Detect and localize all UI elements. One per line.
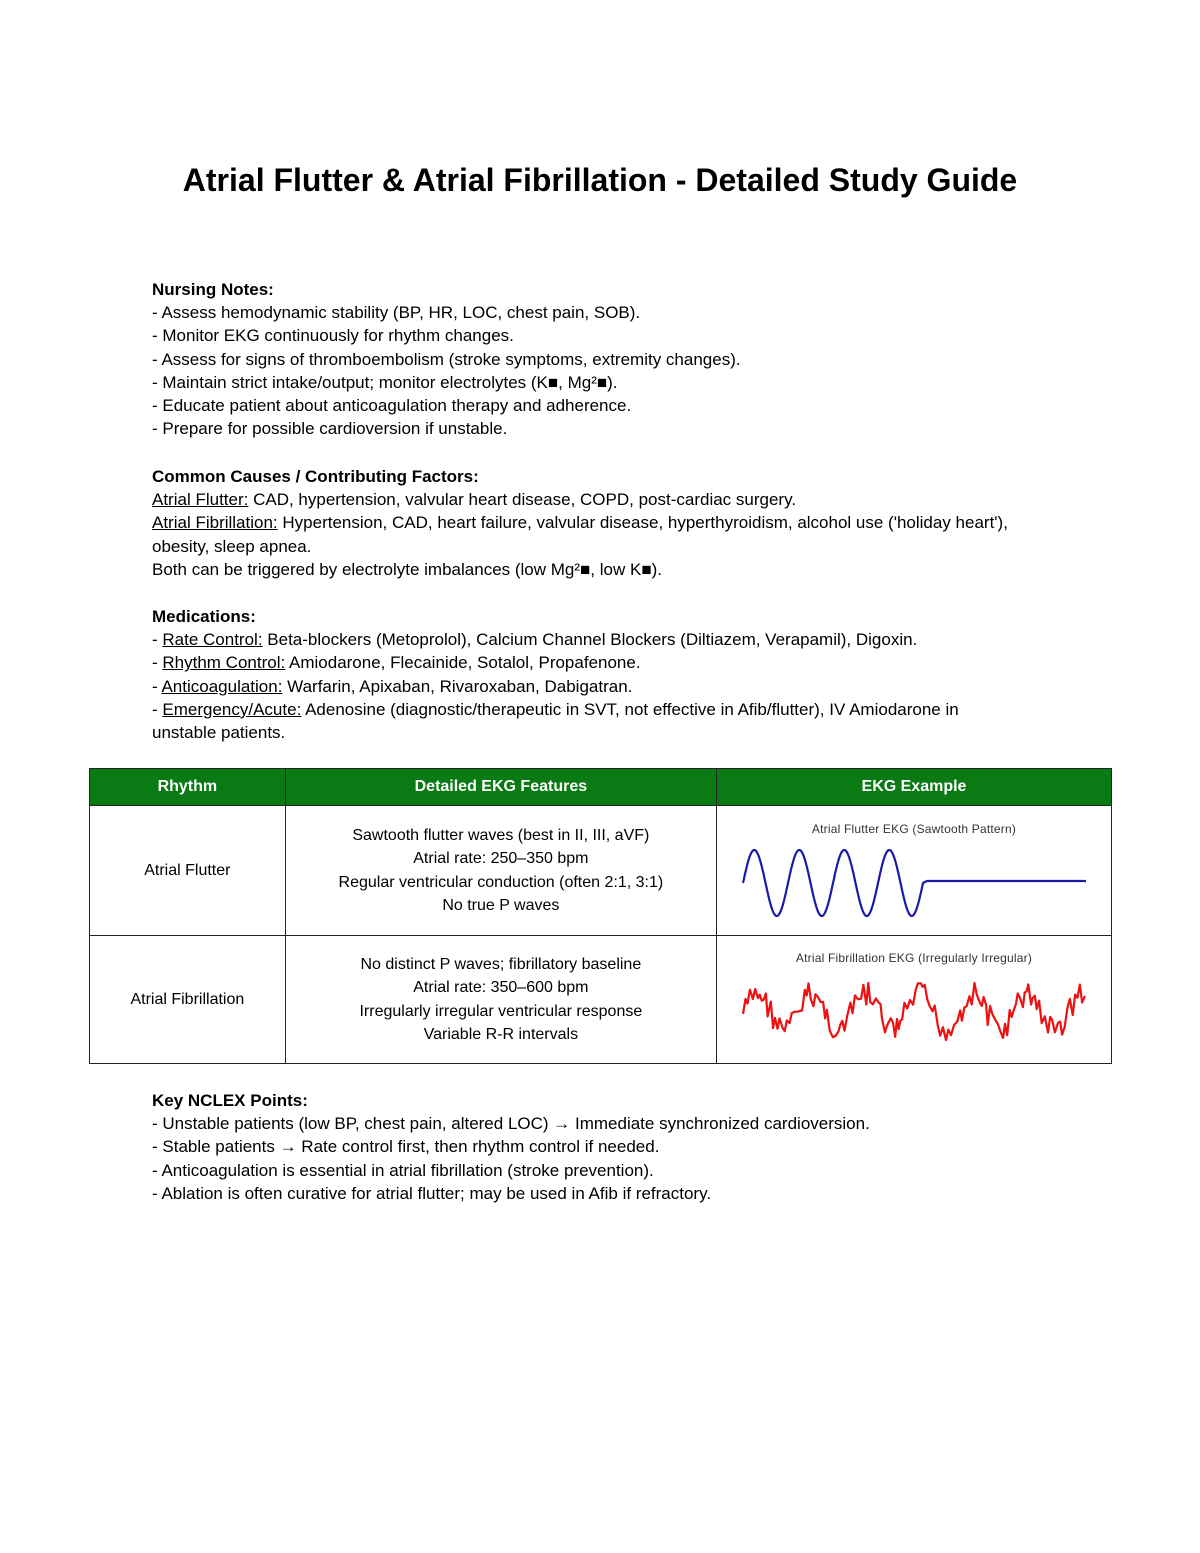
feature-line: No distinct P waves; fibrillatory baseline (360, 955, 642, 973)
medications-section (152, 605, 1052, 744)
medications-heading: Medications: (152, 607, 256, 626)
causes-flutter-text: CAD, hypertension, valvular heart disease, COPD, post-cardiac surgery. (248, 490, 797, 510)
rhythm-cell: Atrial Fibrillation (90, 936, 286, 1064)
causes-section (152, 465, 1052, 581)
feature-line: Atrial rate: 350–600 bpm (413, 979, 589, 996)
table-header: Detailed EKG Features (285, 769, 716, 806)
nursing-notes-heading: Nursing Notes: (152, 280, 274, 299)
medication-label: Rhythm Control: (162, 653, 286, 673)
medication-prefix: - (152, 699, 163, 719)
feature-line: Irregularly irregular ventricular response (359, 1002, 643, 1020)
feature-line: Sawtooth flutter waves (best in II, III, aVF) (352, 826, 650, 844)
fibrillation-ekg-image (717, 937, 1110, 1063)
features-cell (285, 806, 716, 936)
causes-flutter-label: Atrial Flutter: (152, 490, 249, 510)
ekg-example-cell (716, 806, 1111, 936)
nclex-item: - Anticoagulation is essential in atrial fibrillation (stroke prevention). (152, 1160, 654, 1180)
medication-text: Amiodarone, Flecainide, Sotalol, Propafenone. (285, 653, 641, 673)
nursing-note-item: - Prepare for possible cardioversion if unstable. (152, 419, 508, 439)
medication-text: Warfarin, Apixaban, Rivaroxaban, Dabigatran. (282, 676, 633, 696)
table-row (90, 806, 1112, 936)
table-header: EKG Example (716, 769, 1111, 806)
causes-fib-label: Atrial Fibrillation: (152, 513, 278, 533)
causes-flutter (152, 488, 1052, 511)
feature-line: Atrial rate: 250–350 bpm (413, 850, 589, 867)
medication-label: Rate Control: (162, 630, 263, 650)
nursing-note-item: - Educate patient about anticoagulation therapy and adherence. (152, 396, 632, 416)
ekg-table (89, 768, 1112, 1064)
features-cell (285, 936, 716, 1064)
medication-text: Adenosine (diagnostic/therapeutic in SVT, not effective in Afib/flutter), IV Amiodarone in unstable patients. (152, 699, 959, 743)
medication-prefix: - (152, 653, 163, 673)
nclex-item: - Ablation is often curative for atrial flutter; may be used in Afib if refractory. (152, 1183, 712, 1203)
fibrillation-trace (743, 983, 1085, 1040)
causes-fib (152, 511, 1032, 557)
ekg-caption: Atrial Flutter EKG (Sawtooth Pattern) (811, 821, 1017, 836)
rhythm-cell: Atrial Flutter (90, 806, 286, 936)
medication-text: Beta-blockers (Metoprolol), Calcium Channel Blockers (Diltiazem, Verapamil), Digoxin. (262, 630, 918, 650)
nclex-item: - Unstable patients (low BP, chest pain, altered LOC) → Immediate synchronized cardioversion. (152, 1114, 870, 1134)
nursing-notes-section (152, 278, 1052, 440)
nclex-heading: Key NCLEX Points: (152, 1091, 308, 1110)
table-row (90, 936, 1112, 1064)
causes-heading: Common Causes / Contributing Factors: (152, 467, 479, 486)
feature-line: No true P waves (442, 897, 560, 914)
medication-label: Anticoagulation: (161, 676, 283, 696)
medication-item (152, 628, 1052, 651)
table-header-row (90, 769, 1112, 806)
feature-line: Variable R-R intervals (423, 1026, 579, 1043)
nclex-section (152, 1089, 1052, 1205)
table-header: Rhythm (90, 769, 286, 806)
ekg-example-cell (716, 936, 1111, 1064)
flutter-trace (743, 850, 1086, 916)
feature-line: Regular ventricular conduction (often 2:1, 3:1) (338, 873, 664, 891)
page-title: Atrial Flutter & Atrial Fibrillation - Detailed Study Guide (182, 162, 1018, 198)
causes-both: Both can be triggered by electrolyte imbalances (low Mg²■, low K■). (152, 559, 662, 579)
nursing-note-item: - Assess hemodynamic stability (BP, HR, LOC, chest pain, SOB). (152, 303, 641, 323)
nursing-note-item: - Assess for signs of thromboembolism (stroke symptoms, extremity changes). (152, 349, 741, 369)
medication-prefix: - (152, 630, 163, 650)
medication-item (152, 675, 1052, 698)
fibrillation-waveform (717, 937, 1110, 1063)
nursing-note-item: - Maintain strict intake/output; monitor electrolytes (K■, Mg²■). (152, 372, 618, 392)
nursing-note-item: - Monitor EKG continuously for rhythm changes. (152, 326, 514, 346)
medication-item (152, 698, 972, 744)
medication-prefix: - (152, 676, 162, 696)
medication-item (152, 651, 1052, 674)
flutter-ekg-image (717, 808, 1110, 934)
flutter-waveform (717, 808, 1110, 934)
medication-label: Emergency/Acute: (162, 699, 302, 719)
causes-fib-text: Hypertension, CAD, heart failure, valvular disease, hyperthyroidism, alcohol use ('holiday heart'), obesity, sleep apnea. (152, 513, 1008, 556)
nclex-item: - Stable patients → Rate control first, then rhythm control if needed. (152, 1137, 660, 1157)
ekg-caption: Atrial Fibrillation EKG (Irregularly Irregular) (795, 950, 1033, 965)
